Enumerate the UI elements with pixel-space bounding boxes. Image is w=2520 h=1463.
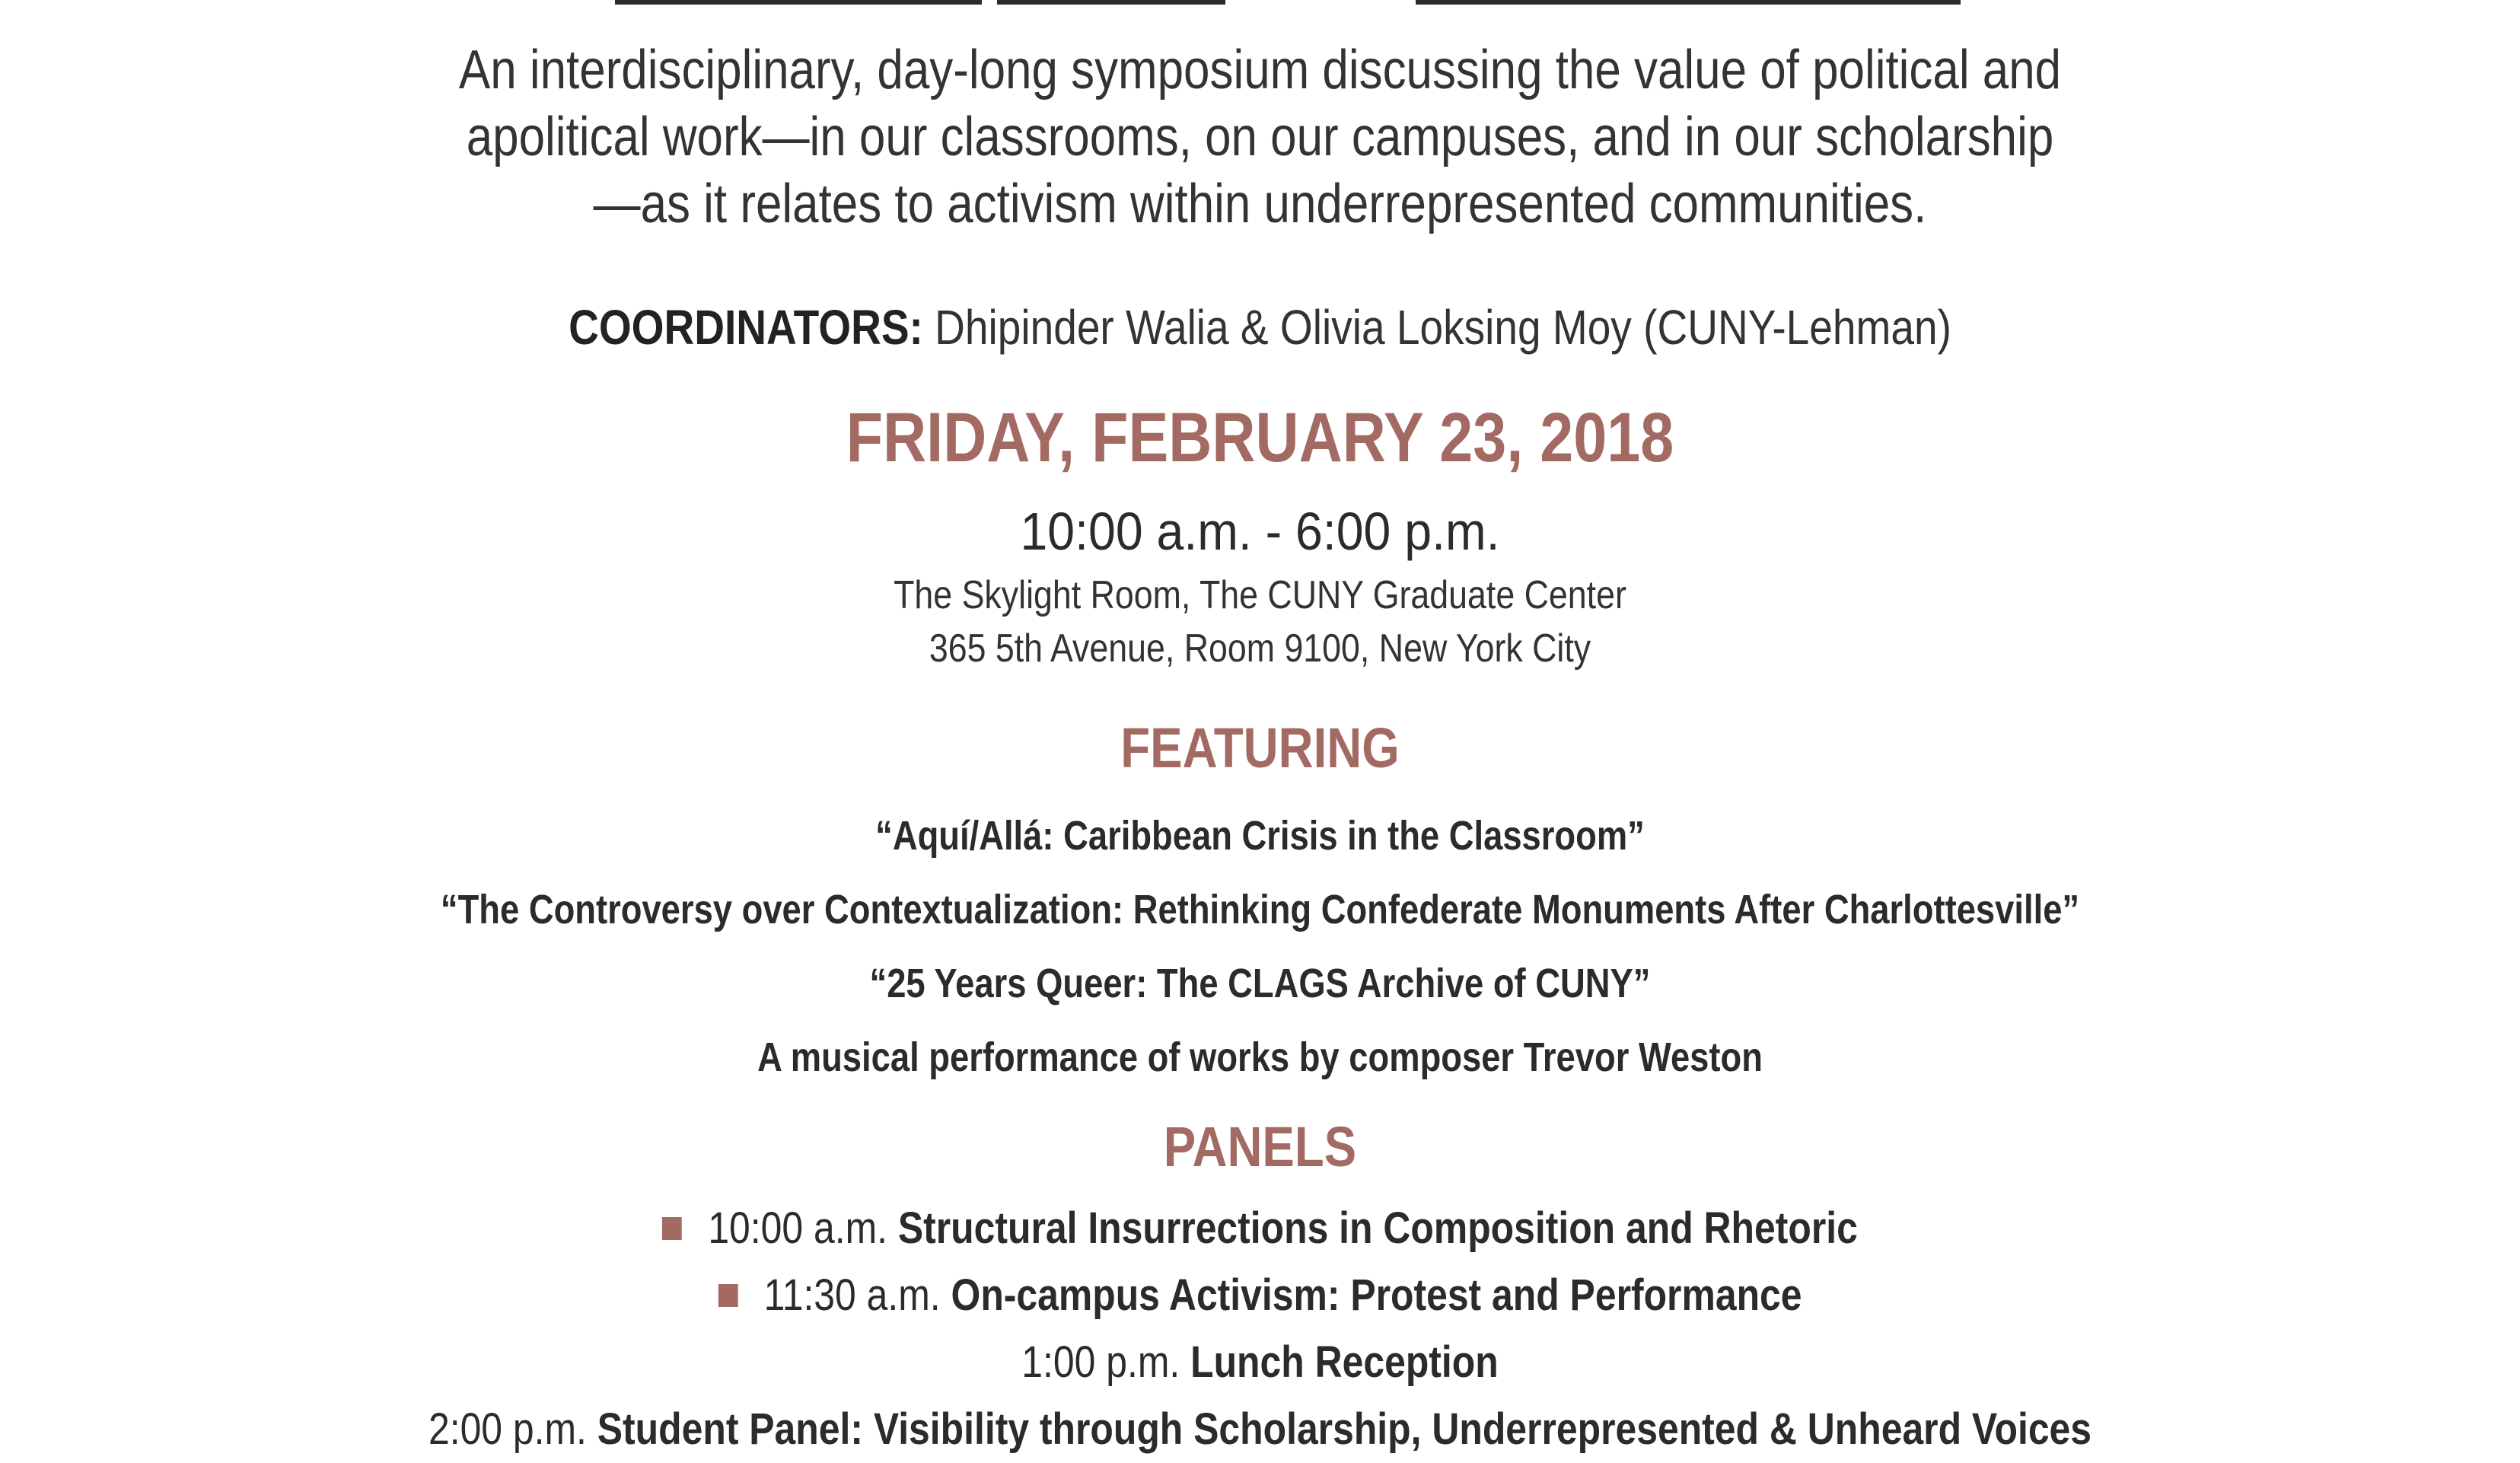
featuring-list: [202, 799, 2318, 1095]
intro-line: An interdisciplinary, day-long symposium discussing the value of political and: [458, 40, 2062, 100]
intro-line: apolitical work—in our classrooms, on our campuses, and in our scholarship: [466, 107, 2054, 167]
panel-time: 11:30 a.m.: [763, 1270, 941, 1320]
featuring-item: “The Controversy over Contextualization: Rethinking Confederate Monuments After Charlottesville”: [440, 887, 2080, 932]
panel-title: On-campus Activism: Protest and Performance: [951, 1270, 1802, 1320]
coordinators: [177, 297, 2343, 358]
panel-time: 10:00 a.m.: [708, 1203, 888, 1253]
venue-address: 365 5th Avenue, Room 9100, New York City: [929, 626, 1591, 671]
intro-text: [177, 37, 2343, 237]
event-time: 10:00 a.m. - 6:00 p.m.: [1020, 502, 1500, 561]
featuring-item: “25 Years Queer: The CLAGS Archive of CUNY”: [869, 961, 1651, 1006]
header-underline: [997, 0, 1225, 5]
coordinators-label: COORDINATORS:: [569, 300, 923, 355]
square-bullet-icon: [718, 1284, 738, 1307]
panel-title: Structural Insurrections in Composition and Rhetoric: [897, 1203, 1858, 1253]
panels-heading: PANELS: [1163, 1115, 1357, 1178]
panel-time: 1:00 p.m.: [1021, 1337, 1180, 1387]
panel-item: [177, 1262, 2343, 1329]
intro-line: —as it relates to activism within underrepresented communities.: [593, 174, 1927, 234]
header-underline: [615, 0, 982, 5]
venue-line: The Skylight Room, The CUNY Graduate Center: [894, 573, 1626, 617]
panel-time: 2:00 p.m.: [428, 1404, 587, 1454]
panel-item: [177, 1329, 2343, 1396]
featuring-item: “Aquí/Allá: Caribbean Crisis in the Classroom”: [875, 813, 1645, 859]
square-bullet-icon: [662, 1217, 682, 1240]
panel-item: [177, 1396, 2343, 1463]
event-venue: [177, 569, 2343, 675]
featuring-heading: FEATURING: [1120, 716, 1400, 779]
panel-title: Student Panel: Visibility through Scholarship, Underrepresented & Unheard Voices: [597, 1404, 2092, 1454]
panels-list: [177, 1195, 2343, 1463]
featuring-item: A musical performance of works by composer Trevor Weston: [757, 1034, 1763, 1080]
panel-item: [177, 1195, 2343, 1262]
header-underline: [1416, 0, 1961, 5]
panel-title: Lunch Reception: [1190, 1337, 1499, 1387]
coordinators-names: Dhipinder Walia & Olivia Loksing Moy (CUNY-Lehman): [922, 300, 1951, 355]
event-date: FRIDAY, FEBRUARY 23, 2018: [846, 399, 1674, 477]
